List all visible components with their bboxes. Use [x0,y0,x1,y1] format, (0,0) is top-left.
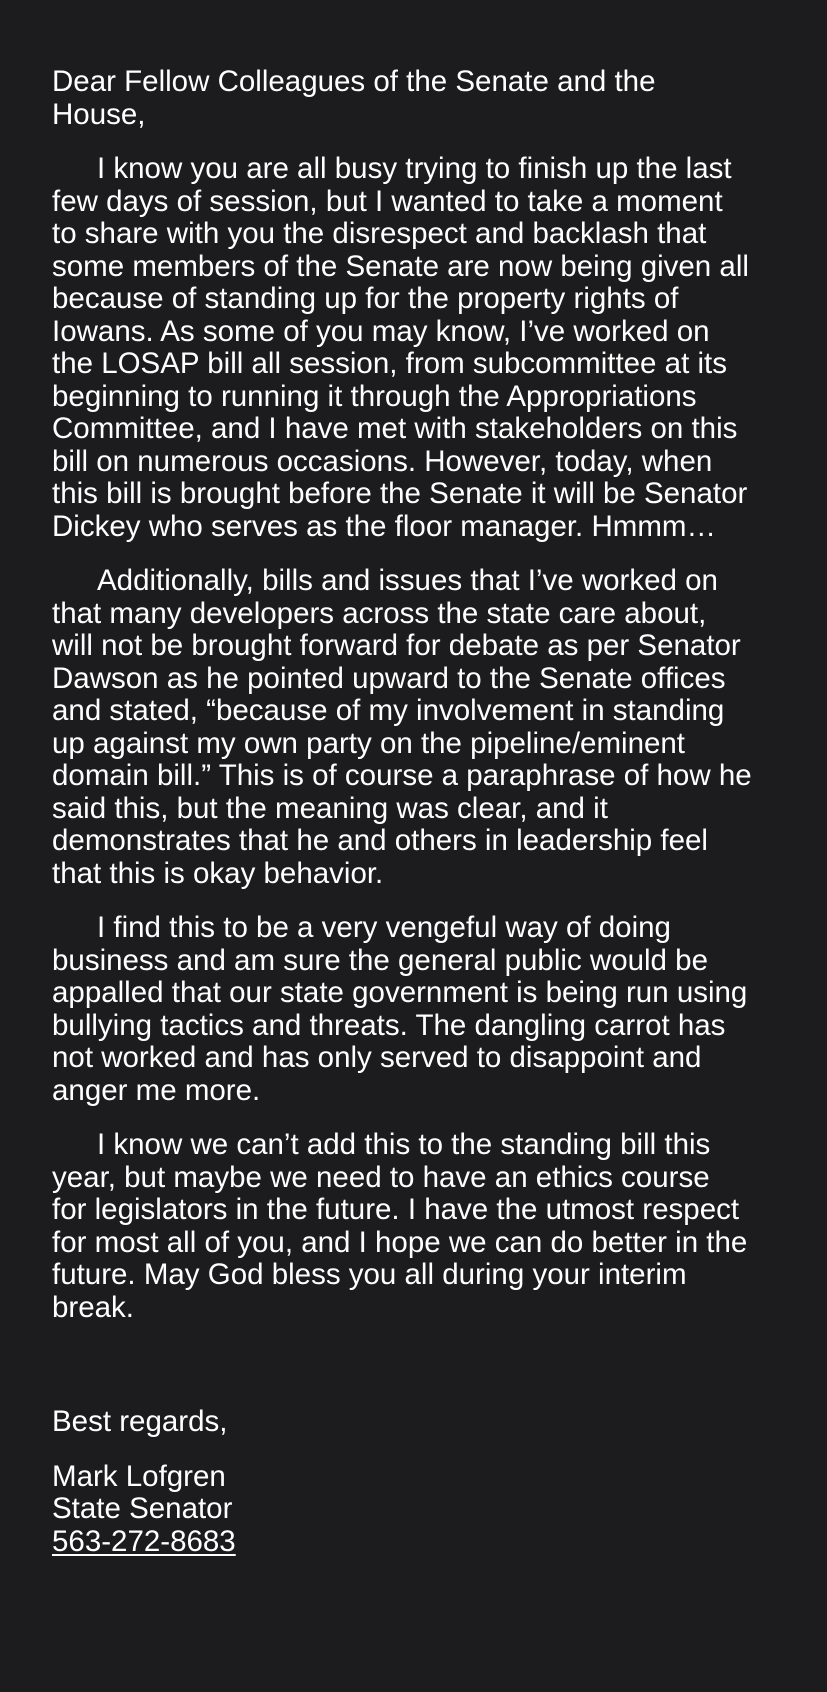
paragraph-4: I know we can’t add this to the standing bill this year, but maybe we need to have an ethics course for legislators in the future. I have the utmost respect for most all of you, and I hope we can do better in the future. May God bless you all during your interim break. [52,1128,748,1324]
phone-link[interactable]: 563-272-8683 [52,1524,236,1558]
signature-block [52,1461,752,1559]
signature-name: Mark Lofgren [52,1459,226,1493]
closing: Best regards, [52,1405,228,1438]
closing-spacer [52,1346,752,1406]
paragraph-1: I know you are all busy trying to finish up the last few days of session, but I wanted to take a moment to share with you the disrespect and backlash that some members of the Senate are now being given all because of standing up for the property rights of Iowans. As some of you may know, I’ve worked on the LOSAP bill all session, from subcommittee at its beginning to running it through the Appropriations Committee, and I have met with stakeholders on this bill on numerous occasions. However, today, when this bill is brought before the Senate it will be Senator Dickey who serves as the floor manager. Hmmm… [52,152,749,543]
salutation: Dear Fellow Colleagues of the Senate and the House, [52,65,656,131]
paragraph-2: Additionally, bills and issues that I’ve worked on that many developers across the state care about, will not be brought forward for debate as per Senator Dawson as he pointed upward to the Senate offices and stated, “because of my involvement in standing up against my own party on the pipeline/eminent domain bill.” This is of course a paraphrase of how he said this, but the meaning was clear, and it demonstrates that he and others in leadership feel that this is okay behavior. [52,564,752,890]
signature-title: State Senator [52,1492,233,1525]
letter-body [52,66,752,1558]
paragraph-3: I find this to be a very vengeful way of doing business and am sure the general public would be appalled that our state government is being run using bullying tactics and threats. The dangling carrot has not worked and has only served to disappoint and anger me more. [52,911,748,1107]
